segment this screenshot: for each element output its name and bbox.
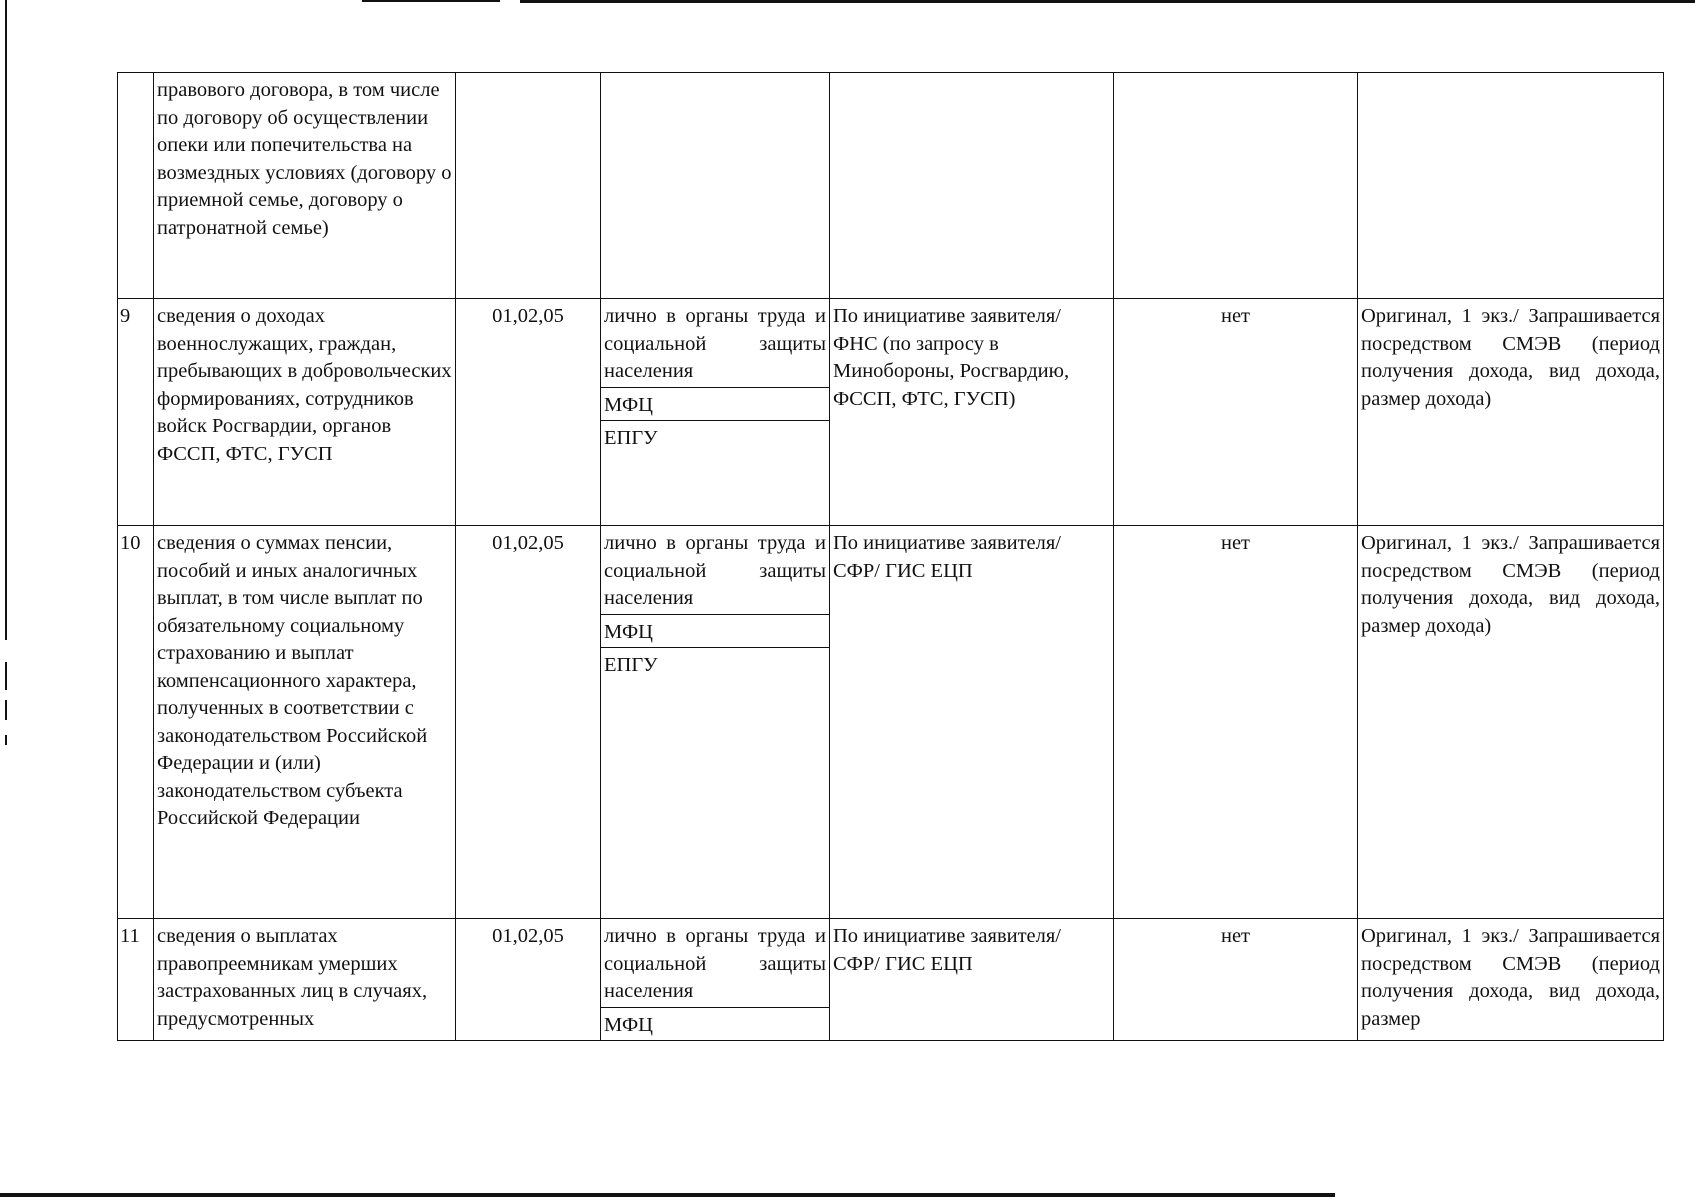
scan-top-line-right	[520, 0, 1695, 3]
flag-value: нет	[1220, 925, 1251, 947]
applicant-categories: 01,02,05	[492, 532, 564, 554]
row-number-cell	[118, 299, 154, 526]
source-cell	[830, 919, 1114, 1041]
table-row	[118, 919, 1664, 1041]
row-number: 9	[120, 305, 131, 327]
scan-left-mark	[5, 662, 7, 690]
scan-left-edge	[5, 0, 7, 640]
table-row	[118, 526, 1664, 919]
applicant-categories: 01,02,05	[492, 305, 564, 327]
row-number: 10	[120, 532, 141, 554]
submission-way-cell	[601, 73, 830, 299]
flag-cell	[1114, 919, 1358, 1041]
scan-bottom-line	[0, 1193, 1335, 1197]
document-name: сведения о суммах пенсии, пособий и иных аналогичных выплат, в том числе выплат по обязательному социальному страхованию и выплат компенсационного характера, полученных в соответствии с законодательством Российской Федерации и (или) законодательством субъекта Российской Федерации	[157, 532, 428, 829]
source-cell	[830, 526, 1114, 919]
form-cell	[1358, 299, 1664, 526]
scan-top-line-left	[362, 0, 500, 2]
document-name: сведения о выплатах правопреемникам умерших застрахованных лиц в случаях, предусмотренных	[157, 925, 428, 1030]
document-form: Оригинал, 1 экз./ Запрашивается посредством СМЭВ (период получения дохода, вид дохода, размер дохода)	[1361, 305, 1660, 410]
submission-way-mfc: МФЦ	[604, 1013, 653, 1036]
row-number-cell	[118, 73, 154, 299]
document-source: По инициативе заявителя/ ФНС (по запросу в Минобороны, Росгвардию, ФССП, ФТС, ГУСП)	[833, 305, 1070, 410]
categories-cell	[456, 299, 601, 526]
form-cell	[1358, 919, 1664, 1041]
applicant-categories: 01,02,05	[492, 925, 564, 947]
table-row-continued	[118, 73, 1664, 299]
form-cell	[1358, 526, 1664, 919]
documents-table	[117, 72, 1664, 1041]
flag-cell	[1114, 73, 1358, 299]
document-name-cell	[154, 526, 456, 919]
submission-way-mfc: МФЦ	[601, 615, 829, 649]
submission-way-in-person: лично в органы труда и социальной защиты населения	[601, 526, 829, 615]
document-form: Оригинал, 1 экз./ Запрашивается посредством СМЭВ (период получения дохода, вид дохода, размер дохода)	[1361, 532, 1660, 637]
categories-cell	[456, 73, 601, 299]
submission-way-in-person: лично в органы труда и социальной защиты населения	[601, 919, 829, 1008]
submission-way-epgu: ЕПГУ	[604, 427, 658, 449]
submission-way-in-person: лично в органы труда и социальной защиты населения	[601, 299, 829, 388]
flag-cell	[1114, 526, 1358, 919]
scan-left-mark	[5, 735, 7, 745]
row-number: 11	[120, 925, 140, 947]
row-number-cell	[118, 526, 154, 919]
document-name-cell	[154, 919, 456, 1041]
flag-value: нет	[1220, 532, 1251, 554]
source-cell	[830, 73, 1114, 299]
submission-way-cell	[601, 919, 830, 1041]
document-source: По инициативе заявителя/ СФР/ ГИС ЕЦП	[833, 925, 1062, 975]
document-name-cell	[154, 73, 456, 299]
document-name: правового договора, в том числе по договору об осуществлении опеки или попечительства на возмездных условиях (договору о приемной семье, договору о патронатной семье)	[157, 79, 452, 239]
document-source: По инициативе заявителя/ СФР/ ГИС ЕЦП	[833, 532, 1062, 582]
categories-cell	[456, 526, 601, 919]
row-number-cell	[118, 919, 154, 1041]
document-name-cell	[154, 299, 456, 526]
submission-way-cell	[601, 526, 830, 919]
submission-way-mfc: МФЦ	[601, 388, 829, 422]
document-form: Оригинал, 1 экз./ Запрашивается посредством СМЭВ (период получения дохода, вид дохода, размер	[1361, 925, 1660, 1030]
source-cell	[830, 299, 1114, 526]
submission-way-epgu: ЕПГУ	[604, 654, 658, 676]
categories-cell	[456, 919, 601, 1041]
document-name: сведения о доходах военнослужащих, граждан, пребывающих в добровольческих формированиях, сотрудников войск Росгвардии, органов ФССП, ФТС, ГУСП	[157, 305, 452, 465]
table-row	[118, 299, 1664, 526]
flag-value: нет	[1220, 305, 1251, 327]
scan-left-mark	[5, 700, 7, 720]
flag-cell	[1114, 299, 1358, 526]
form-cell	[1358, 73, 1664, 299]
submission-way-cell	[601, 299, 830, 526]
